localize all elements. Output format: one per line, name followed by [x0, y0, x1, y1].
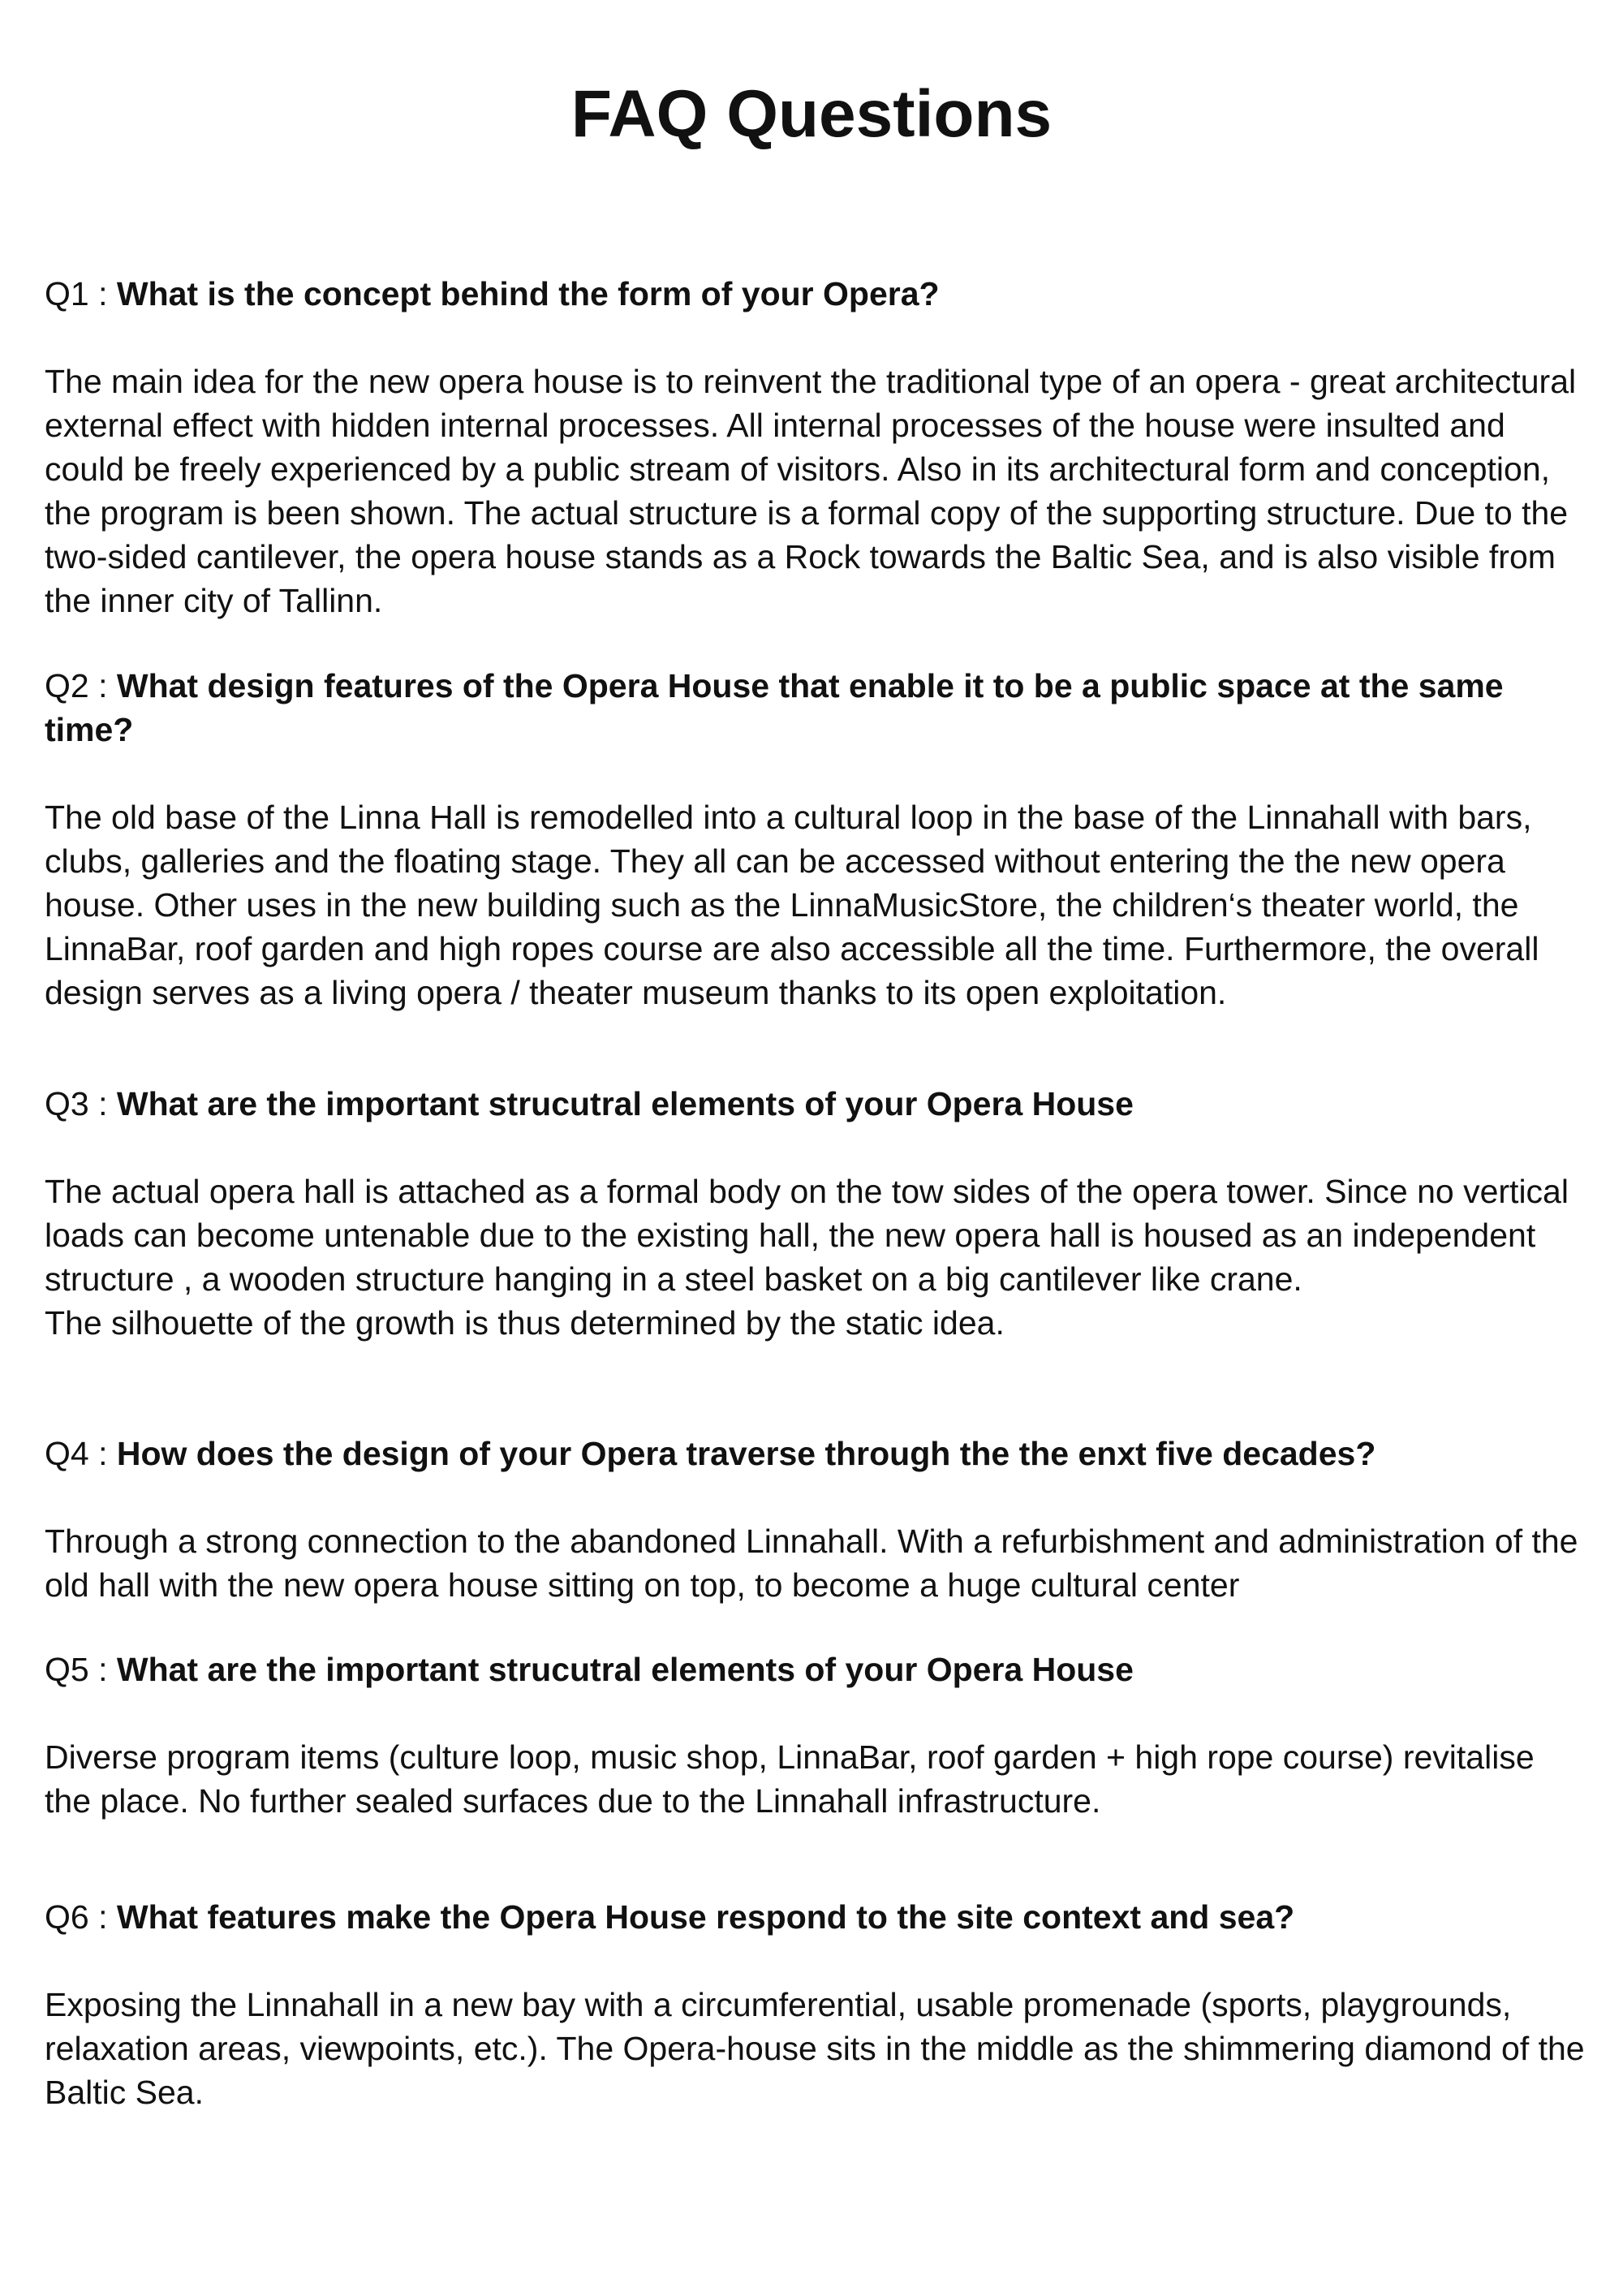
faq-answer-5 [45, 1735, 1586, 1823]
answer-paragraph: Diverse program items (culture loop, music shop, LinnaBar, roof garden + high rope course) revitalise the place. No further sealed surfaces due to the Linnahall infrastructure. [45, 1738, 1535, 1820]
faq-question-6 [45, 1895, 1586, 1939]
page-title: FAQ Questions [570, 77, 1053, 151]
faq-item-2 [45, 664, 1586, 1014]
question-label: Q6 : [45, 1898, 117, 1936]
faq-item-3 [45, 1082, 1586, 1345]
question-text: How does the design of your Opera traverse through the the enxt five decades? [116, 1435, 1376, 1472]
faq-item-1 [45, 272, 1586, 622]
faq-item-4 [45, 1432, 1586, 1607]
faq-answer-3 [45, 1170, 1586, 1345]
faq-question-1 [45, 272, 1586, 316]
faq-answer-2 [45, 795, 1586, 1014]
question-text: What are the important strucutral elements of your Opera House [116, 1085, 1134, 1122]
question-label: Q3 : [45, 1085, 117, 1122]
faq-answer-1 [45, 360, 1586, 622]
faq-question-4 [45, 1432, 1586, 1475]
question-label: Q1 : [45, 275, 117, 312]
answer-paragraph: Exposing the Linnahall in a new bay with a circumferential, usable promenade (sports, playgrounds, relaxation areas, viewpoints, etc.). The Opera-house sits in the middle as the shimmering diamond of the Baltic Sea. [45, 1986, 1585, 2111]
faq-question-2 [45, 664, 1586, 752]
answer-paragraph: The actual opera hall is attached as a formal body on the tow sides of the opera tower. Since no vertical loads can become untenable due to the existing hall, the new opera hall is housed as an independent structure , a wooden structure hanging in a steel basket on a big cantilever like crane. [45, 1173, 1569, 1298]
answer-paragraph: The silhouette of the growth is thus determined by the static idea. [45, 1304, 1005, 1342]
question-label: Q5 : [45, 1651, 117, 1688]
answer-paragraph: Through a strong connection to the abandoned Linnahall. With a refurbishment and administration of the old hall with the new opera house sitting on top, to become a huge cultural center [45, 1523, 1578, 1604]
faq-answer-4 [45, 1519, 1586, 1607]
answer-paragraph: The main idea for the new opera house is to reinvent the traditional type of an opera - great architectural external effect with hidden internal processes. All internal processes of the house were insulted and could be freely experienced by a public stream of visitors. Also in its architectural form and conception, the program is been shown. The actual structure is a formal copy of the supporting structure. Due to the two-sided cantilever, the opera house stands as a Rock towards the Baltic Sea, and is also visible from the inner city of Tallinn. [45, 363, 1577, 619]
question-text: What is the concept behind the form of your Opera? [116, 275, 940, 312]
question-label: Q2 : [45, 667, 117, 704]
answer-paragraph: The old base of the Linna Hall is remodelled into a cultural loop in the base of the Linnahall with bars, clubs, galleries and the floating stage. They all can be accessed without entering the the new opera house. Other uses in the new building such as the LinnaMusicStore, the children‘s theater world, the LinnaBar, roof garden and high ropes course are also accessible all the time. Furthermore, the overall design serves as a living opera / theater museum thanks to its open exploitation. [45, 799, 1539, 1011]
faq-item-5 [45, 1648, 1586, 1823]
faq-item-6 [45, 1895, 1586, 2114]
question-text: What features make the Opera House respond to the site context and sea? [116, 1898, 1295, 1936]
question-text: What are the important strucutral elements of your Opera House [116, 1651, 1134, 1688]
question-label: Q4 : [45, 1435, 117, 1472]
faq-question-5 [45, 1648, 1586, 1691]
faq-question-3 [45, 1082, 1586, 1126]
question-text: What design features of the Opera House that enable it to be a public space at the same time? [45, 667, 1504, 748]
faq-answer-6 [45, 1983, 1586, 2114]
